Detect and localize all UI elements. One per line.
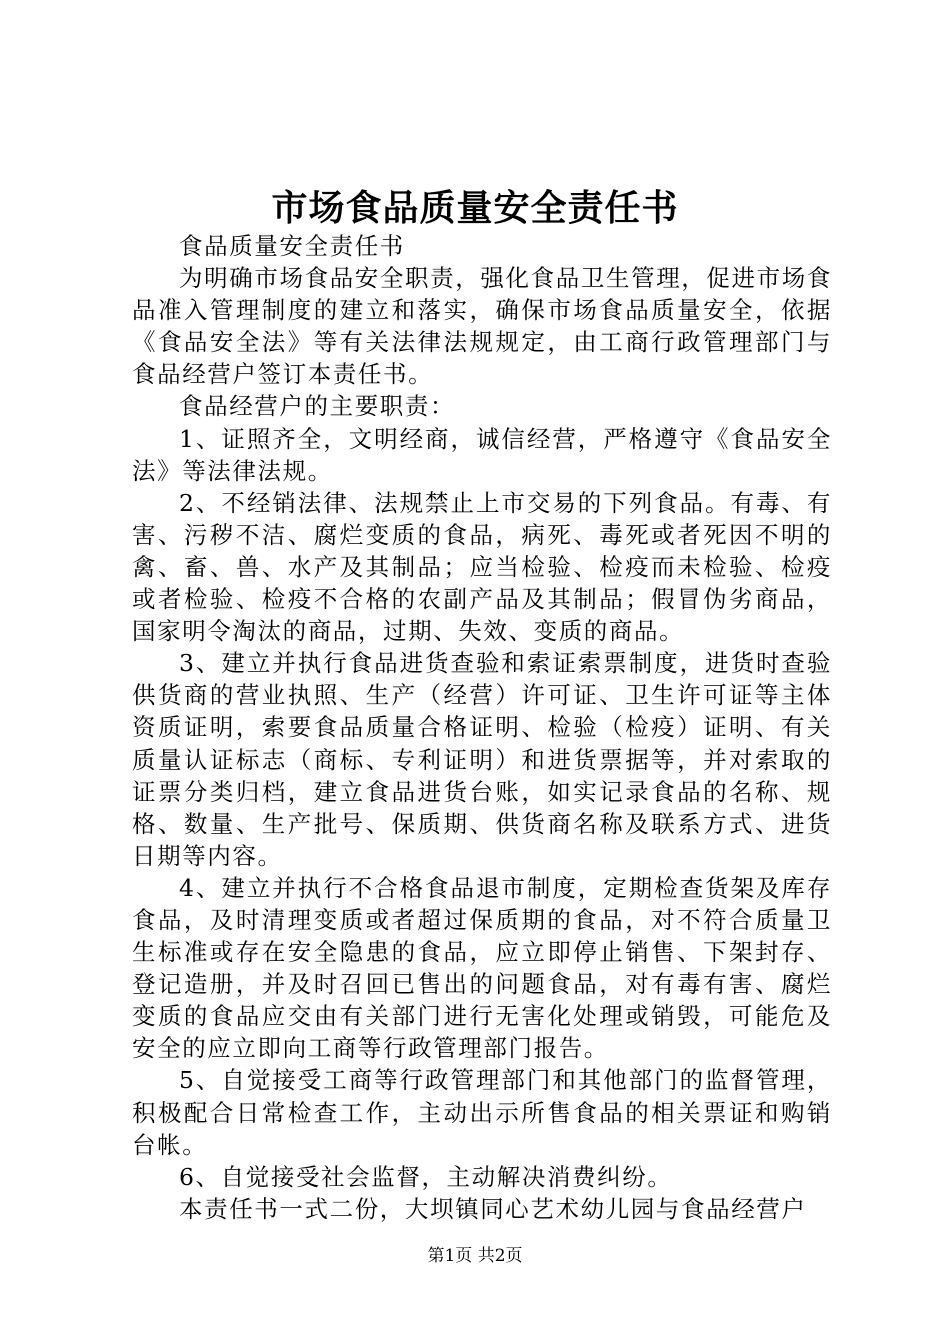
paragraph-intro: 为明确市场食品安全职责，强化食品卫生管理，促进市场食品准入管理制度的建立和落实，确保市场食品质量安全，依据《食品安全法》等有关法律法规规定，由工商行政管理部门与食品经营户签订本责任书。 (132, 264, 832, 389)
paragraph-duty-4: 4、建立并执行不合格食品退市制度，定期检查货架及库存食品，及时清理变质或者超过保质期的食品，对不符合质量卫生标准或存在安全隐患的食品，应立即停止销售、下架封存、登记造册，并及时召回已售出的问题食品，对有毒有害、腐烂变质的食品应交由有关部门进行无害化处理或销毁，可能危及安全的应立即向工商等行政管理部门报告。 (132, 873, 832, 1063)
paragraph-duties-heading: 食品经营户的主要职责： (179, 392, 456, 421)
paragraph-duty-5: 5、自觉接受工商等行政管理部门和其他部门的监督管理，积极配合日常检查工作，主动出示所售食品的相关票证和购销台帐。 (132, 1066, 832, 1159)
paragraph-subtitle: 食品质量安全责任书 (179, 232, 405, 260)
paragraph-duty-2: 2、不经销法律、法规禁止上市交易的下列食品。有毒、有害、污秽不洁、腐烂变质的食品，病死、毒死或者死因不明的禽、畜、兽、水产及其制品；应当检验、检疫而未检验、检疫或者检验、检疫不合格的农副产品及其制品；假冒伪劣商品，国家明令淘汰的商品，过期、失效、变质的商品。 (132, 488, 832, 646)
paragraph-duty-1: 1、证照齐全，文明经商，诚信经营，严格遵守《食品安全法》等法律法规。 (132, 424, 832, 485)
page-number-footer: 第1页 共2页 (427, 1246, 523, 1266)
paragraph-duty-6: 6、自觉接受社会监督，主动解决消费纠纷。 (179, 1162, 673, 1191)
paragraph-duty-3: 3、建立并执行食品进货查验和索证索票制度，进货时查验供货商的营业执照、生产（经营）许可证、卫生许可证等主体资质证明，索要食品质量合格证明、检验（检疫）证明、有关质量认证标志（商标、专利证明）和进货票据等，并对索取的证票分类归档，建立食品进货台账，如实记录食品的名称、规格、数量、生产批号、保质期、供货商名称及联系方式、进货日期等内容。 (132, 649, 832, 870)
document-title: 市场食品质量安全责任书 (271, 187, 679, 229)
paragraph-closing: 本责任书一式二份，大坝镇同心艺术幼儿园与食品经营户 (179, 1194, 807, 1223)
document-body (132, 230, 832, 1225)
